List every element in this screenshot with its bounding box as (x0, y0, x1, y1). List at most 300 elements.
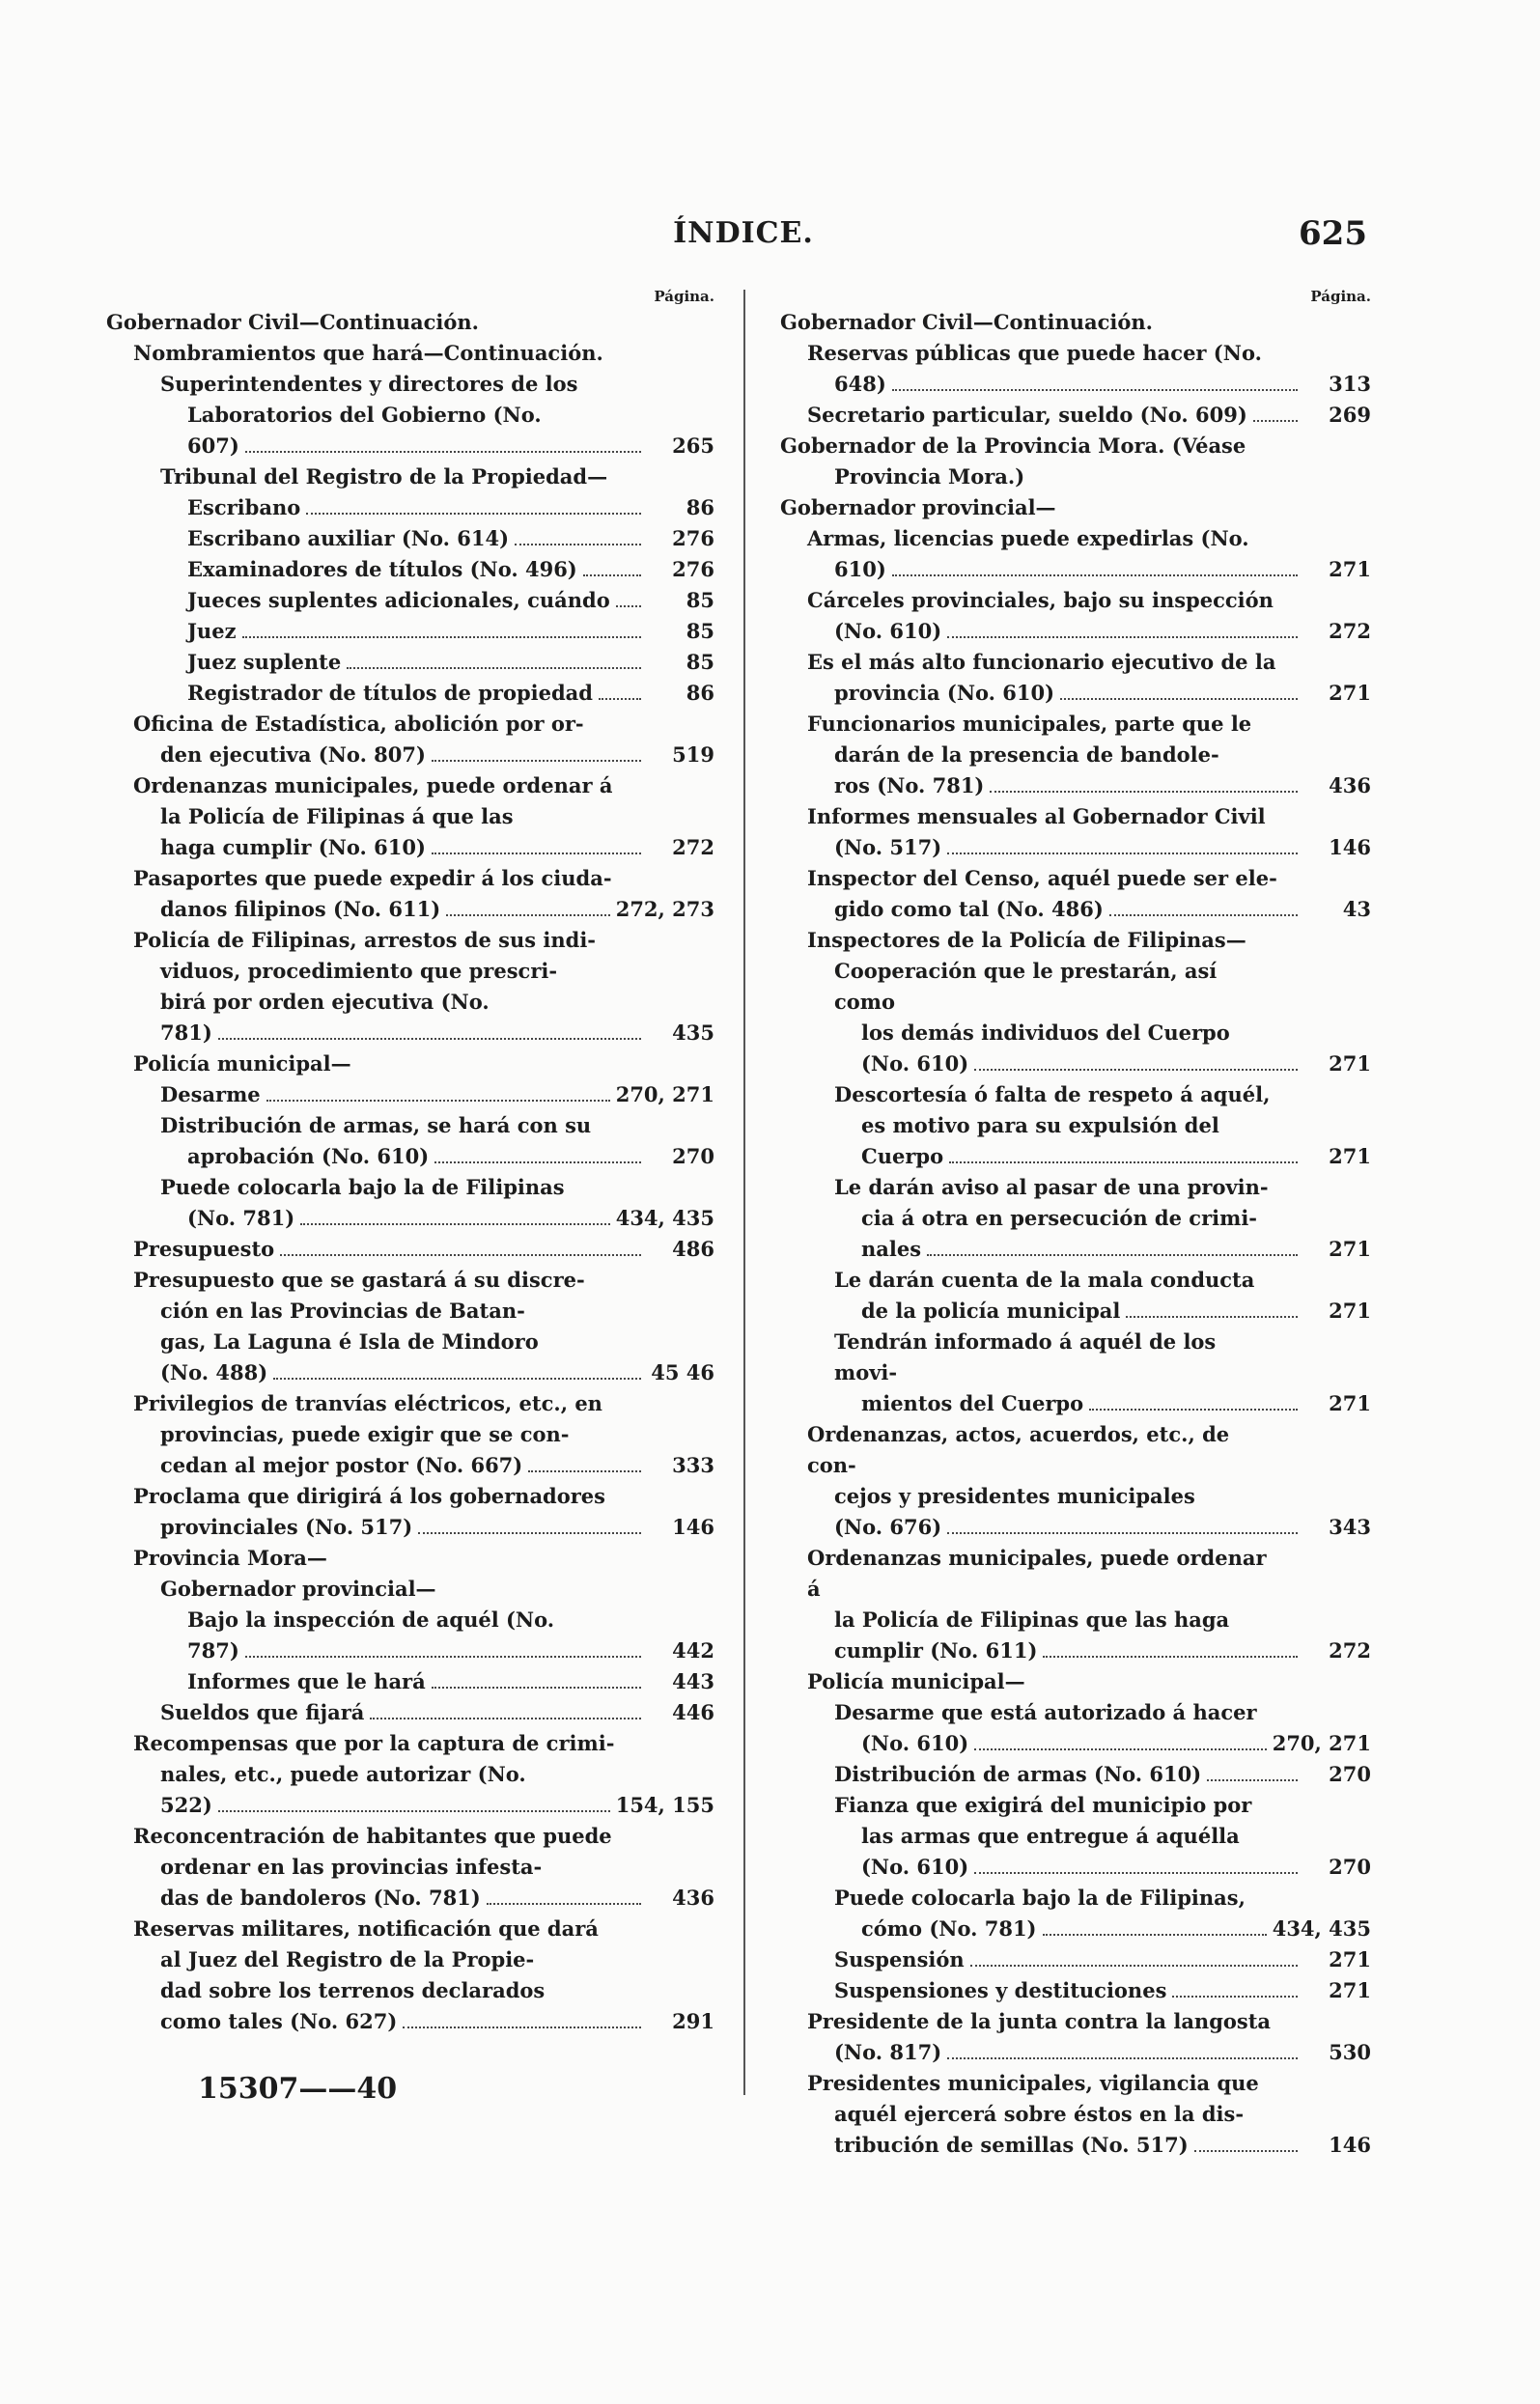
entry-page-ref: 442 (672, 1638, 714, 1663)
page-title: ÍNDICE. (673, 216, 814, 250)
entry-page-ref: 446 (672, 1700, 714, 1724)
column-divider (743, 290, 745, 2095)
entry-page-ref: 519 (672, 742, 714, 767)
entry-page-ref: 276 (672, 526, 714, 550)
index-entry (780, 1110, 1371, 1141)
pagina-label-right: Página. (1310, 288, 1371, 305)
index-entry (780, 585, 1371, 616)
index-entry (106, 1141, 714, 1172)
entry-text: Suspensión (834, 1947, 965, 1971)
entry-text: mientos del Cuerpo (861, 1391, 1084, 1415)
index-entry (780, 554, 1371, 585)
index-entry (780, 1018, 1371, 1048)
entry-text: Cooperación que le prestarán, así como (834, 959, 1218, 1014)
index-entry (106, 1543, 714, 1574)
entry-text: (No. 610) (861, 1731, 969, 1755)
entry-page-ref: 271 (1329, 1947, 1371, 1971)
entry-text: (No. 517) (834, 835, 942, 859)
dot-leader (273, 1378, 641, 1380)
entry-text: Gobernador Civil—Continuación. (106, 310, 479, 334)
index-entry (106, 1018, 714, 1048)
index-entry (106, 1203, 714, 1234)
index-entry (106, 2006, 714, 2037)
entry-text: 607) (187, 433, 239, 458)
entry-text: Tribunal del Registro de la Propiedad— (160, 464, 608, 489)
entry-page-ref: 434, 435 (615, 1206, 714, 1230)
entry-text: 610) (834, 557, 886, 581)
pagina-label-left: Página. (654, 288, 714, 305)
index-entry (780, 1141, 1371, 1172)
entry-text: den ejecutiva (No. 807) (160, 742, 426, 767)
entry-text: Superintendentes y directores de los (160, 372, 578, 396)
entry-text: cumplir (No. 611) (834, 1638, 1038, 1663)
entry-text: Suspensiones y destituciones (834, 1978, 1167, 2002)
entry-page-ref: 269 (1329, 403, 1371, 427)
page-number: 625 (1299, 214, 1367, 253)
index-entry (106, 925, 714, 956)
entry-page-ref: 313 (1329, 372, 1371, 396)
entry-text: das de bandoleros (No. 781) (160, 1886, 481, 1910)
entry-text: Reservas militares, notificación que dará (133, 1916, 599, 1941)
entry-text: (No. 781) (187, 1206, 295, 1230)
entry-text: Privilegios de tranvías eléctricos, etc., en (133, 1391, 602, 1415)
entry-text: la Policía de Filipinas que las haga (834, 1607, 1230, 1632)
index-entry (780, 1759, 1371, 1790)
index-entry (780, 894, 1371, 925)
index-entry (780, 2130, 1371, 2161)
entry-page-ref: 86 (686, 681, 714, 705)
entry-page-ref: 45 46 (651, 1360, 714, 1384)
entry-text: de la policía municipal (861, 1299, 1121, 1323)
index-entry (106, 431, 714, 461)
entry-text: birá por orden ejecutiva (No. (160, 990, 490, 1014)
entry-text: ción en las Provincias de Batan- (160, 1299, 525, 1323)
entry-text: Presupuesto que se gastará á su discre- (133, 1268, 585, 1292)
entry-text: (No. 817) (834, 2040, 942, 2064)
entry-page-ref: 272 (672, 835, 714, 859)
dot-leader (1126, 1316, 1298, 1318)
entry-text: nales (861, 1237, 922, 1261)
dot-leader (432, 760, 641, 762)
dot-leader (990, 791, 1298, 793)
index-entry (780, 801, 1371, 832)
index-entry (106, 1975, 714, 2006)
entry-text: Registrador de títulos de propiedad (187, 681, 593, 705)
index-entry (106, 1759, 714, 1790)
entry-text: Sueldos que fijará (160, 1700, 365, 1724)
index-entry (780, 1852, 1371, 1883)
index-entry (780, 1821, 1371, 1852)
entry-text: Oficina de Estadística, abolición por or- (133, 712, 584, 736)
index-entry (780, 925, 1371, 956)
entry-page-ref: 434, 435 (1272, 1916, 1371, 1941)
index-entry (106, 1821, 714, 1852)
entry-page-ref: 154, 155 (615, 1793, 714, 1817)
entry-text: Pasaportes que puede expedir á los ciuda- (133, 866, 612, 890)
dot-leader (245, 451, 641, 453)
dot-leader (1194, 2150, 1298, 2152)
entry-text: Gobernador provincial— (160, 1577, 436, 1601)
entry-text: Fianza que exigirá del municipio por (834, 1793, 1252, 1817)
entry-text: Examinadores de títulos (No. 496) (187, 557, 577, 581)
index-entry (106, 492, 714, 523)
dot-leader (947, 2057, 1298, 2059)
entry-text: Cuerpo (861, 1144, 944, 1168)
entry-text: Bajo la inspección de aquél (No. (187, 1607, 555, 1632)
index-entry (780, 523, 1371, 554)
index-entry (780, 1265, 1371, 1296)
dot-leader (446, 914, 610, 916)
index-entry (780, 770, 1371, 801)
index-entry (780, 307, 1371, 338)
entry-page-ref: 443 (672, 1669, 714, 1693)
entry-text: ros (No. 781) (834, 773, 985, 797)
index-entry (106, 832, 714, 863)
entry-text: danos filipinos (No. 611) (160, 897, 441, 921)
index-entry (780, 1635, 1371, 1666)
index-entry (780, 2068, 1371, 2099)
entry-text: las armas que entregue á aquélla (861, 1824, 1240, 1848)
dot-leader (1253, 420, 1298, 422)
entry-text: Juez (187, 619, 237, 643)
index-entry (106, 1728, 714, 1759)
entry-page-ref: 270, 271 (1272, 1731, 1371, 1755)
index-entry (106, 956, 714, 987)
index-entry (106, 369, 714, 400)
entry-text: ordenar en las provincias infesta- (160, 1855, 543, 1879)
index-entry (106, 1605, 714, 1635)
entry-page-ref: 436 (672, 1886, 714, 1910)
dot-leader (892, 389, 1298, 391)
entry-text: Laboratorios del Gobierno (No. (187, 403, 542, 427)
entry-text: Reconcentración de habitantes que puede (133, 1824, 612, 1848)
index-entry (780, 1234, 1371, 1265)
entry-text: los demás individuos del Cuerpo (861, 1020, 1230, 1045)
index-entry (780, 616, 1371, 647)
dot-leader (974, 1872, 1298, 1874)
entry-text: 781) (160, 1020, 212, 1045)
entry-text: (No. 676) (834, 1515, 942, 1539)
entry-page-ref: 271 (1329, 1391, 1371, 1415)
index-entry (780, 1203, 1371, 1234)
index-entry (106, 307, 714, 338)
entry-page-ref: 265 (672, 433, 714, 458)
entry-text: Juez suplente (187, 650, 342, 674)
index-entry (106, 987, 714, 1018)
entry-page-ref: 271 (1329, 1237, 1371, 1261)
dot-leader (432, 1687, 641, 1689)
dot-leader (370, 1718, 641, 1719)
dot-leader (1207, 1779, 1298, 1781)
index-entry (780, 1296, 1371, 1327)
dot-leader (927, 1254, 1298, 1256)
entry-text: Puede colocarla bajo la de Filipinas, (834, 1886, 1246, 1910)
entry-text: dad sobre los terrenos declarados (160, 1978, 546, 2002)
index-entry (106, 647, 714, 678)
index-entry (106, 678, 714, 709)
entry-text: Gobernador de la Provincia Mora. (Véase (780, 433, 1246, 458)
index-entry (106, 554, 714, 585)
entry-text: Armas, licencias puede expedirlas (No. (807, 526, 1249, 550)
index-entry (106, 1172, 714, 1203)
dot-leader (218, 1810, 610, 1812)
index-entry (106, 1388, 714, 1419)
index-entry (106, 1574, 714, 1605)
entry-page-ref: 270 (1329, 1855, 1371, 1879)
dot-leader (300, 1223, 610, 1225)
index-entry (780, 338, 1371, 369)
entry-text: Le darán cuenta de la mala conducta (834, 1268, 1255, 1292)
index-entry (106, 894, 714, 925)
index-entry (106, 1296, 714, 1327)
index-entry (780, 2037, 1371, 2068)
dot-leader (892, 574, 1298, 576)
entry-text: provinciales (No. 517) (160, 1515, 413, 1539)
entry-page-ref: 146 (672, 1515, 714, 1539)
entry-page-ref: 436 (1329, 773, 1371, 797)
index-entry (106, 1914, 714, 1944)
dot-leader (1109, 914, 1298, 916)
entry-text: Gobernador provincial— (780, 495, 1056, 519)
index-entry (780, 1883, 1371, 1914)
index-entry (780, 678, 1371, 709)
entry-text: nales, etc., puede autorizar (No. (160, 1762, 526, 1786)
entry-text: Gobernador Civil—Continuación. (780, 310, 1153, 334)
index-entry (106, 1883, 714, 1914)
entry-text: 522) (160, 1793, 212, 1817)
index-entry (780, 863, 1371, 894)
dot-leader (583, 574, 641, 576)
entry-page-ref: 333 (672, 1453, 714, 1477)
index-entry (780, 1327, 1371, 1388)
dot-leader (1172, 1996, 1298, 1998)
entry-page-ref: 43 (1342, 897, 1371, 921)
index-entry (106, 1450, 714, 1481)
index-entry (106, 1079, 714, 1110)
index-entry (106, 1944, 714, 1975)
entry-text: cia á otra en persecución de crimi- (861, 1206, 1258, 1230)
entry-page-ref: 270 (672, 1144, 714, 1168)
entry-text: (No. 610) (861, 1051, 969, 1076)
index-entry (780, 1605, 1371, 1635)
entry-text: Policía municipal— (807, 1669, 1025, 1693)
entry-text: (No. 488) (160, 1360, 268, 1384)
entry-text: al Juez del Registro de la Propie- (160, 1947, 535, 1971)
index-entry (780, 1728, 1371, 1759)
entry-text: Ordenanzas municipales, puede ordenar á (807, 1546, 1267, 1601)
dot-leader (245, 1656, 641, 1658)
entry-text: cedan al mejor postor (No. 667) (160, 1453, 523, 1477)
entry-text: Le darán aviso al pasar de una provin- (834, 1175, 1269, 1199)
entry-text: Inspectores de la Policía de Filipinas— (807, 928, 1246, 952)
entry-page-ref: 271 (1329, 1978, 1371, 2002)
index-entry (106, 863, 714, 894)
index-entry (106, 1048, 714, 1079)
entry-text: Presidentes municipales, vigilancia que (807, 2071, 1259, 2095)
dot-leader (266, 1100, 610, 1102)
entry-page-ref: 435 (672, 1020, 714, 1045)
index-entry (780, 1172, 1371, 1203)
index-entry (780, 1079, 1371, 1110)
dot-leader (947, 636, 1298, 638)
entry-text: darán de la presencia de bandole- (834, 742, 1219, 767)
entry-text: Puede colocarla bajo la de Filipinas (160, 1175, 565, 1199)
dot-leader (974, 1069, 1298, 1071)
right-column (780, 288, 1371, 2161)
entry-text: Policía municipal— (133, 1051, 351, 1076)
entry-page-ref: 271 (1329, 557, 1371, 581)
index-entry (780, 369, 1371, 400)
index-entry (780, 461, 1371, 492)
index-entry (780, 1914, 1371, 1944)
entry-page-ref: 343 (1329, 1515, 1371, 1539)
entry-text: Secretario particular, sueldo (No. 609) (807, 403, 1247, 427)
dot-leader (347, 667, 641, 669)
entry-text: Descortesía ó falta de respeto á aquél, (834, 1082, 1271, 1106)
entry-text: provincias, puede exigir que se con- (160, 1422, 570, 1446)
dot-leader (432, 853, 641, 854)
entry-text: haga cumplir (No. 610) (160, 835, 426, 859)
dot-leader (403, 2027, 641, 2028)
entry-text: Ordenanzas, actos, acuerdos, etc., de con- (807, 1422, 1230, 1477)
index-entry (106, 338, 714, 369)
entry-text: Nombramientos que hará—Continuación. (133, 341, 603, 365)
index-entry (106, 770, 714, 801)
index-entry (780, 1512, 1371, 1543)
entry-text: aprobación (No. 610) (187, 1144, 430, 1168)
entry-page-ref: 272 (1329, 619, 1371, 643)
index-entry (780, 1419, 1371, 1481)
entry-text: como tales (No. 627) (160, 2009, 398, 2033)
index-entry (106, 1666, 714, 1697)
entry-text: gido como tal (No. 486) (834, 897, 1104, 921)
entry-page-ref: 86 (686, 495, 714, 519)
index-entry (106, 801, 714, 832)
left-entries (106, 307, 714, 2037)
index-entry (780, 400, 1371, 431)
index-entry (106, 1790, 714, 1821)
entry-text: la Policía de Filipinas á que las (160, 804, 514, 828)
index-entry (780, 740, 1371, 770)
index-entry (780, 2099, 1371, 2130)
index-entry (106, 585, 714, 616)
left-column (106, 288, 714, 2037)
index-entry (780, 1666, 1371, 1697)
index-entry (106, 461, 714, 492)
entry-text: viduos, procedimiento que prescri- (160, 959, 558, 983)
dot-leader (487, 1903, 641, 1905)
entry-text: gas, La Laguna é Isla de Mindoro (160, 1329, 539, 1354)
entry-text: provincia (No. 610) (834, 681, 1055, 705)
entry-page-ref: 272, 273 (615, 897, 714, 921)
index-entry (780, 492, 1371, 523)
dot-leader (418, 1532, 641, 1534)
index-entry (106, 1110, 714, 1141)
entry-page-ref: 270 (1329, 1762, 1371, 1786)
index-entry (780, 647, 1371, 678)
dot-leader (616, 605, 641, 607)
dot-leader (599, 698, 641, 700)
dot-leader (947, 853, 1298, 854)
entry-text: Proclama que dirigirá á los gobernadores (133, 1484, 605, 1508)
entry-text: Presupuesto (133, 1237, 275, 1261)
index-entry (106, 1635, 714, 1666)
dot-leader (306, 513, 641, 515)
entry-page-ref: 271 (1329, 1144, 1371, 1168)
index-entry (106, 1852, 714, 1883)
entry-text: 787) (187, 1638, 239, 1663)
index-entry (780, 956, 1371, 1018)
entry-text: (No. 610) (861, 1855, 969, 1879)
dot-leader (434, 1161, 641, 1163)
dot-leader (1089, 1409, 1298, 1411)
entry-text: Desarme que está autorizado á hacer (834, 1700, 1257, 1724)
index-entry (780, 431, 1371, 461)
entry-page-ref: 85 (686, 588, 714, 612)
entry-text: cómo (No. 781) (861, 1916, 1037, 1941)
index-entry (106, 616, 714, 647)
dot-leader (947, 1532, 1298, 1534)
dot-leader (1043, 1656, 1298, 1658)
entry-page-ref: 85 (686, 650, 714, 674)
dot-leader (970, 1965, 1298, 1967)
index-entry (106, 1327, 714, 1357)
dot-leader (1043, 1934, 1267, 1936)
entry-text: Presidente de la junta contra la langosta (807, 2009, 1272, 2033)
entry-page-ref: 291 (672, 2009, 714, 2033)
entry-page-ref: 271 (1329, 1299, 1371, 1323)
index-entry (780, 1790, 1371, 1821)
dot-leader (218, 1038, 641, 1040)
entry-text: Provincia Mora.) (834, 464, 1025, 489)
index-entry (106, 709, 714, 740)
entry-text: Policía de Filipinas, arrestos de sus indi- (133, 928, 597, 952)
entry-page-ref: 270, 271 (615, 1082, 714, 1106)
index-entry (106, 740, 714, 770)
index-entry (780, 1944, 1371, 1975)
dot-leader (949, 1161, 1298, 1163)
dot-leader (242, 636, 642, 638)
entry-text: Cárceles provinciales, bajo su inspección (807, 588, 1274, 612)
index-entry (780, 1481, 1371, 1512)
dot-leader (1060, 698, 1298, 700)
entry-page-ref: 146 (1329, 2133, 1371, 2157)
entry-page-ref: 486 (672, 1237, 714, 1261)
entry-text: Recompensas que por la captura de crimi- (133, 1731, 615, 1755)
entry-text: Informes que le hará (187, 1669, 426, 1693)
index-entry (106, 1234, 714, 1265)
index-entry (780, 1975, 1371, 2006)
right-entries (780, 307, 1371, 2161)
index-entry (106, 1265, 714, 1296)
entry-text: Escribano auxiliar (No. 614) (187, 526, 510, 550)
index-entry (106, 523, 714, 554)
entry-text: Distribución de armas (No. 610) (834, 1762, 1202, 1786)
entry-page-ref: 271 (1329, 1051, 1371, 1076)
index-entry (780, 2006, 1371, 2037)
entry-text: aquél ejercerá sobre éstos en la dis- (834, 2102, 1245, 2126)
entry-text: 648) (834, 372, 886, 396)
entry-text: Funcionarios municipales, parte que le (807, 712, 1252, 736)
dot-leader (974, 1748, 1267, 1750)
entry-text: Informes mensuales al Gobernador Civil (807, 804, 1266, 828)
entry-text: es motivo para su expulsión del (861, 1113, 1219, 1137)
entry-text: Desarme (160, 1082, 261, 1106)
index-entry (106, 1357, 714, 1388)
printer-code: 15307——40 (198, 2072, 398, 2106)
entry-text: Reservas públicas que puede hacer (No. (807, 341, 1262, 365)
index-entry (780, 1388, 1371, 1419)
